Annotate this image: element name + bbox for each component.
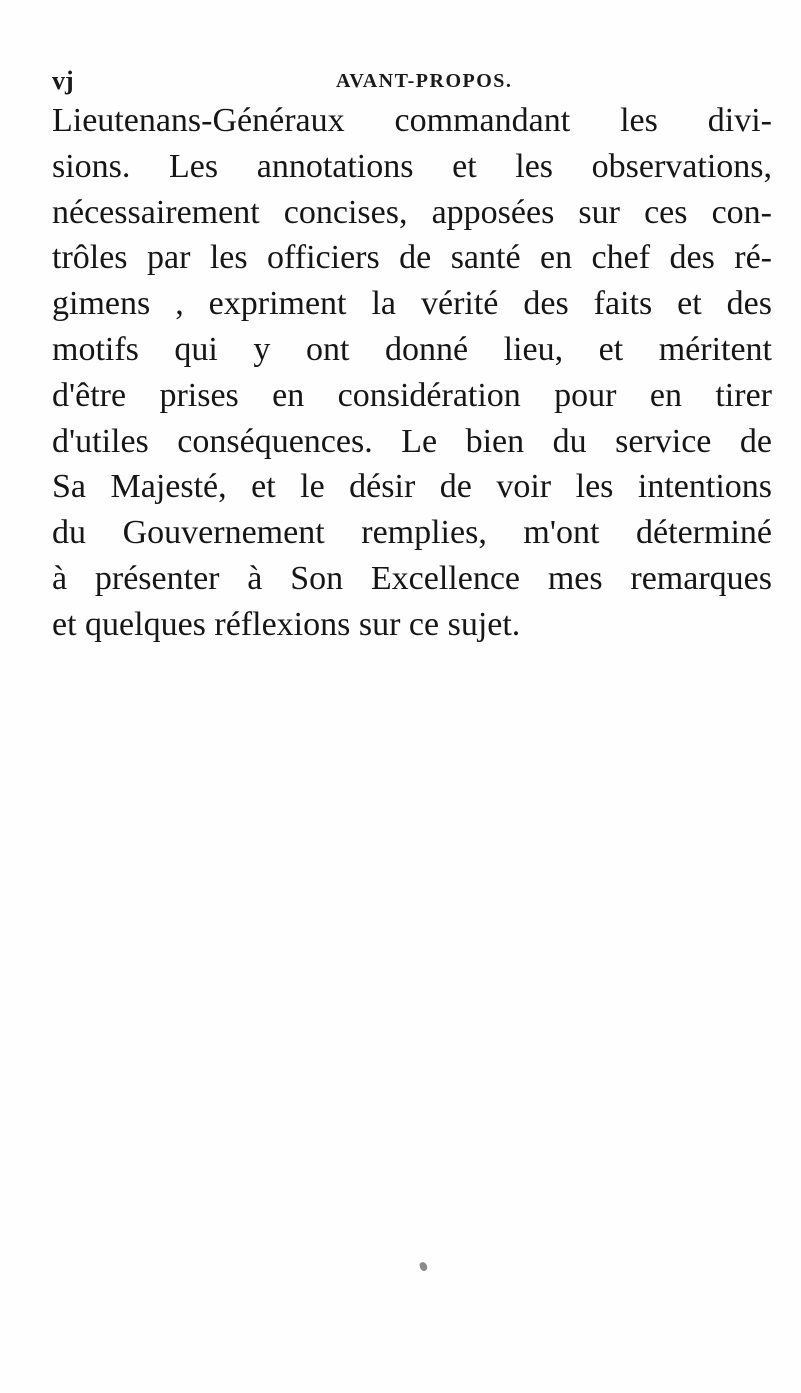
page-header xyxy=(52,66,772,98)
text-line: nécessairement concises, apposées sur ces con- xyxy=(52,193,772,231)
text-line: trôles par les officiers de santé en chef des ré- xyxy=(52,239,772,277)
text-line: d'utiles conséquences. Le bien du service de xyxy=(52,422,772,460)
text-line: d'être prises en considération pour en tirer xyxy=(52,376,772,414)
text-line: Lieutenans-Généraux commandant les divi- xyxy=(52,102,772,139)
text-line: du Gouvernement remplies, m'ont déterminé xyxy=(52,514,772,552)
ink-speck xyxy=(419,1261,429,1272)
text-line: Sa Majesté, et le désir de voir les intentions xyxy=(52,468,772,506)
body-paragraph xyxy=(52,98,772,648)
page-number: vj xyxy=(52,66,74,95)
running-head: AVANT-PROPOS. xyxy=(336,70,513,92)
text-line-last: et quelques réflexions sur ce sujet. xyxy=(52,605,521,643)
text-line: sions. Les annotations et les observations, xyxy=(52,147,772,185)
text-line: motifs qui y ont donné lieu, et méritent xyxy=(52,330,772,368)
text-line: gimens , expriment la vérité des faits et des xyxy=(52,285,772,323)
text-line: à présenter à Son Excellence mes remarques xyxy=(52,559,772,597)
